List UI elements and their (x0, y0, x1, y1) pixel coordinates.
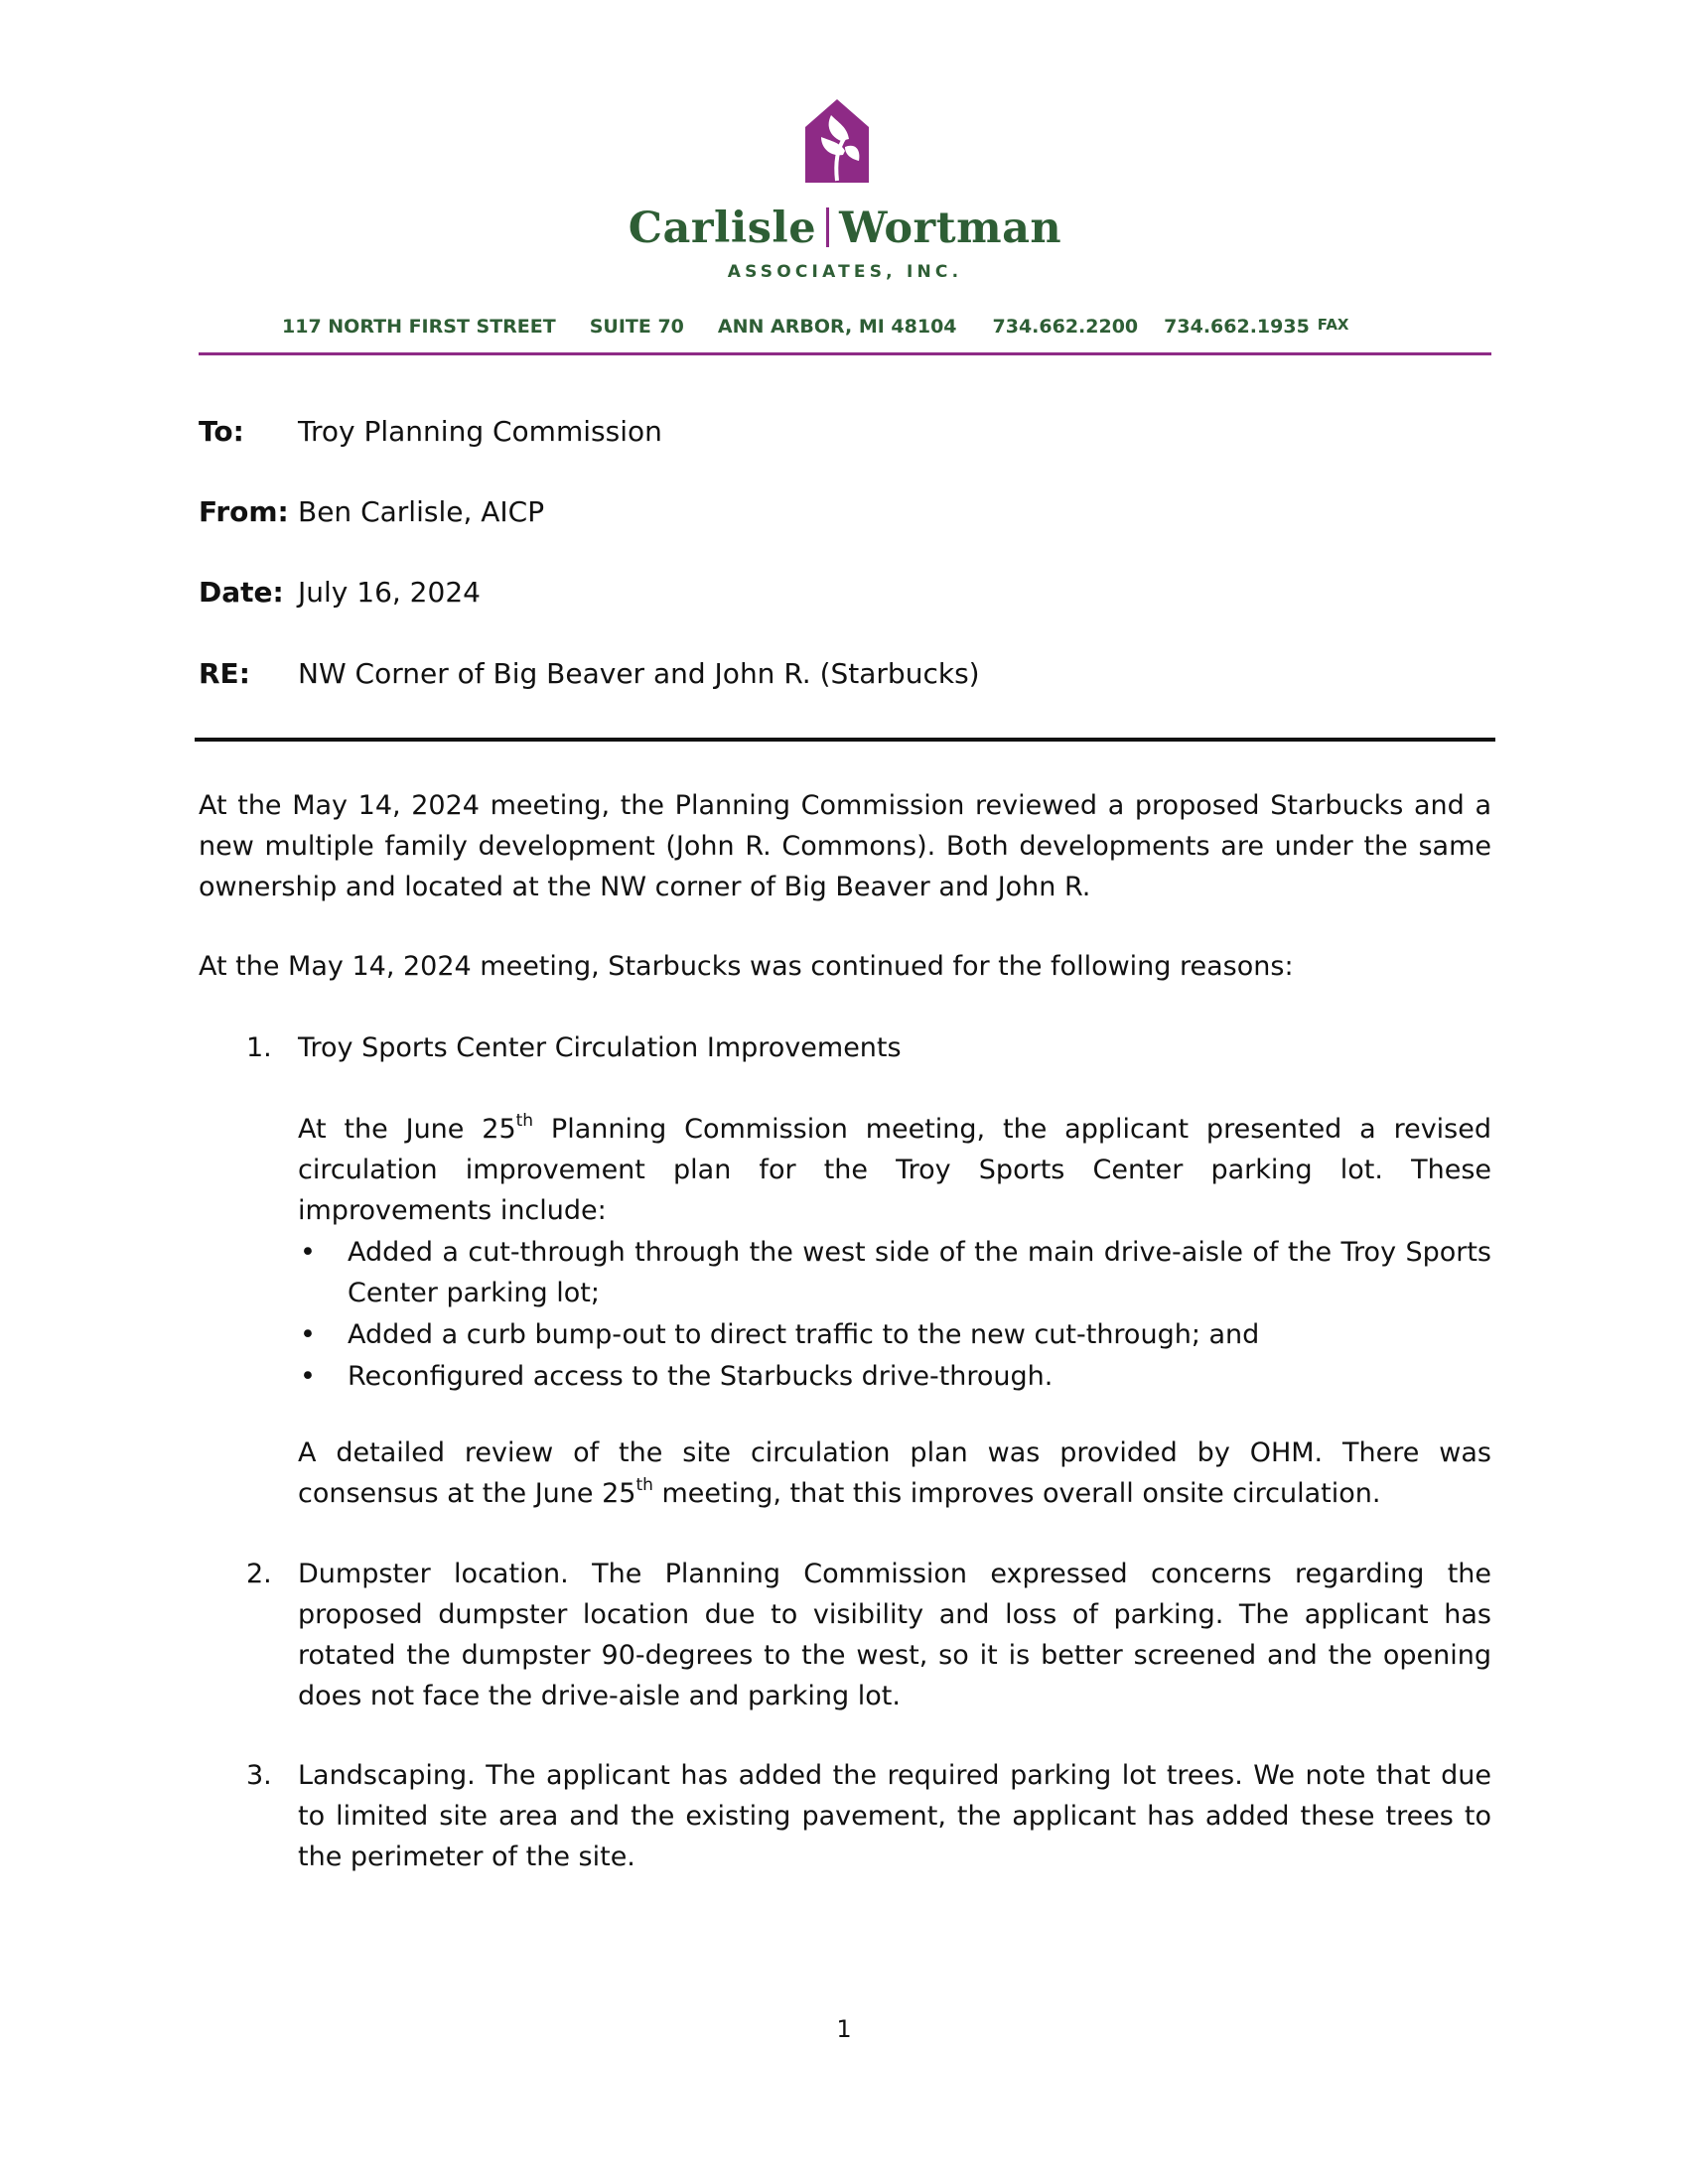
address-fax-label: FAX (1317, 316, 1349, 334)
item-2-number: 2. (246, 1559, 272, 1589)
brand-name (199, 203, 1491, 254)
item-2-paragraph: Dumpster location. The Planning Commission expressed concerns regarding the proposed dumpster location due to visibility and loss of parking. The applicant has rotated the dumpster 90-degrees to the west, so it is better screened and the opening does not face the drive-aisle and parking lot. (298, 1559, 1491, 1711)
item-1-paragraph-a-post: Planning Commission meeting, the applicant presented a revised circulation improvement plan for the Troy Sports Center parking lot. These improvements include: (298, 1114, 1491, 1226)
memo-date (199, 575, 481, 611)
memo-from-label: From: (199, 495, 289, 528)
reasons-intro: At the May 14, 2024 meeting, Starbucks was continued for the following reasons: (199, 951, 1294, 982)
item-1-paragraph-b-sup: th (635, 1475, 653, 1495)
memo-to-value: Troy Planning Commission (298, 415, 662, 448)
memo-divider (195, 738, 1495, 742)
list-item (298, 1356, 1491, 1397)
item-1-title: Troy Sports Center Circulation Improvements (298, 1032, 902, 1063)
memo-date-value: July 16, 2024 (298, 576, 481, 609)
item-1-paragraph-b (298, 1433, 1491, 1514)
brand-subtitle: ASSOCIATES, INC. (727, 262, 963, 282)
address-street: 117 NORTH FIRST STREET (282, 316, 556, 338)
address-phone: 734.662.2200 (992, 316, 1139, 338)
item-1-paragraph-a-sup: th (515, 1111, 534, 1131)
memo-re-label: RE: (199, 657, 250, 690)
address-city: ANN ARBOR, MI 48104 (717, 316, 957, 338)
bullet-text: Added a cut-through through the west side of the main drive-aisle of the Troy Sports Center parking lot; (348, 1237, 1491, 1308)
brand-divider (826, 207, 829, 247)
list-item (298, 1232, 1491, 1313)
memo-date-label: Date: (199, 576, 284, 609)
brand-name-left: Carlisle (628, 204, 817, 253)
bullet-icon: • (300, 1237, 316, 1268)
item-1-paragraph-b-pre: A detailed review of the site circulation plan was provided by OHM. There was consensus at the June 25 (298, 1437, 1491, 1509)
item-1-paragraph-b-post: meeting, that this improves overall onsite circulation. (652, 1478, 1381, 1509)
bullet-text: Reconfigured access to the Starbucks drive-through. (348, 1361, 1054, 1392)
item-1-number: 1. (246, 1032, 272, 1063)
brand-name-right: Wortman (839, 204, 1062, 253)
memo-from (199, 494, 544, 530)
memo-to-label: To: (199, 415, 244, 448)
letterhead-divider (199, 352, 1491, 355)
address-fax-number: 734.662.1935 (1164, 316, 1310, 338)
item-1-paragraph-a (298, 1109, 1491, 1231)
memo-re (199, 656, 980, 692)
item-1-paragraph-a-pre: At the June 25 (298, 1114, 516, 1145)
item-3-number: 3. (246, 1760, 272, 1791)
memo-from-value: Ben Carlisle, AICP (298, 495, 545, 528)
address-suite: SUITE 70 (589, 316, 684, 338)
item-1-bullet-list (298, 1232, 1491, 1398)
address-bar (282, 316, 1349, 338)
memo-re-value: NW Corner of Big Beaver and John R. (Starbucks) (298, 657, 980, 690)
item-3-paragraph: Landscaping. The applicant has added the required parking lot trees. We note that due to limited site area and the existing pavement, the applicant has added these trees to the perimeter of the site. (298, 1760, 1491, 1872)
intro-paragraph: At the May 14, 2024 meeting, the Planning Commission reviewed a proposed Starbucks and a new multiple family development (John R. Commons). Both developments are under the same ownership and located at the NW corner of Big Beaver and John R. (199, 790, 1491, 902)
leaf-house-logo-icon (801, 97, 873, 189)
page-number: 1 (836, 2015, 852, 2043)
bullet-icon: • (300, 1319, 316, 1350)
bullet-icon: • (300, 1361, 316, 1392)
bullet-text: Added a curb bump-out to direct traffic to the new cut-through; and (348, 1319, 1260, 1350)
list-item (298, 1314, 1491, 1355)
memo-to (199, 414, 662, 450)
